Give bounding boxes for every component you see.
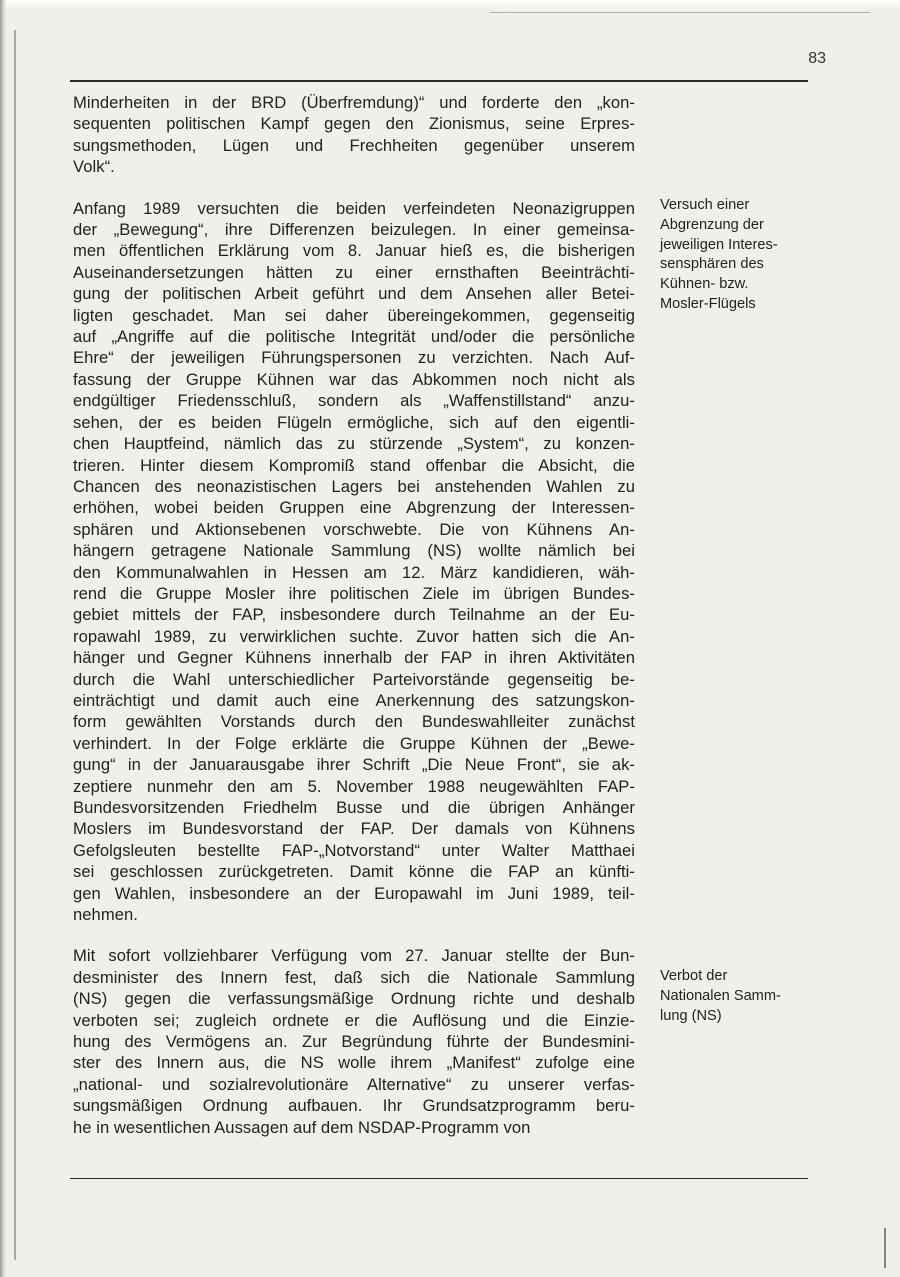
text-line: sphären und Aktionsebenen vorschwebte. Die von Kühnens An- bbox=[73, 519, 635, 539]
margin-note-line: Abgrenzung der bbox=[660, 216, 764, 233]
binding-shadow-line bbox=[14, 30, 16, 1260]
text-line: auf „Angriffe auf die politische Integrität und/oder die persönliche bbox=[73, 327, 635, 347]
text-line: nehmen. bbox=[73, 905, 138, 925]
text-line: zeptiere nunmehr den am 5. November 1988 neugewählten FAP- bbox=[73, 776, 635, 796]
scan-top-edge bbox=[0, 0, 900, 10]
text-line: verhindert. In der Folge erklärte die Gruppe Kühnen der „Bewe- bbox=[73, 733, 635, 753]
text-line: sungsmäßigen Ordnung aufbauen. Ihr Grundsatzprogramm beru- bbox=[73, 1096, 635, 1116]
margin-note-line: sensphären des bbox=[660, 256, 764, 273]
margin-note-line: lung (NS) bbox=[660, 1007, 722, 1024]
paragraph bbox=[73, 198, 635, 926]
text-line: (NS) gegen die verfassungsmäßige Ordnung richte und deshalb bbox=[73, 989, 635, 1009]
text-line: sei geschlossen zurückgetreten. Damit könne die FAP an künfti- bbox=[73, 862, 635, 882]
text-line: form gewählten Vorstands durch den Bundeswahlleiter zunächst bbox=[73, 712, 635, 732]
text-line: Volk“. bbox=[73, 157, 115, 177]
text-line: gen Wahlen, insbesondere an der Europawahl im Juni 1989, teil- bbox=[73, 883, 635, 903]
text-line: Bundesvorsitzenden Friedhelm Busse und die übrigen Anhänger bbox=[73, 798, 635, 817]
text-line: Ehre“ der jeweiligen Führungspersonen zu verzichten. Nach Auf- bbox=[73, 348, 635, 368]
scan-left-edge bbox=[0, 0, 6, 1277]
text-line: trieren. Hinter diesem Kompromiß stand offenbar die Absicht, die bbox=[73, 455, 635, 475]
margin-note-line: Versuch einer bbox=[660, 197, 750, 213]
text-line: Auseinandersetzungen hätten zu einer ernsthaften Beeinträchti- bbox=[73, 262, 635, 282]
text-line: endgültiger Friedensschluß, sondern als „Waffenstillstand“ anzu- bbox=[73, 391, 635, 411]
text-line: sungsmethoden, Lügen und Frechheiten gegenüber unserem bbox=[73, 135, 635, 155]
text-line: sequenten politischen Kampf gegen den Zionismus, seine Erpres- bbox=[73, 114, 635, 134]
text-line: der „Bewegung“, ihre Differenzen beizulegen. In einer gemeinsa- bbox=[73, 220, 635, 240]
text-line: gebiet mittels der FAP, insbesondere durch Teilnahme an der Eu- bbox=[73, 605, 635, 625]
text-line: ster des Innern aus, die NS wolle ihrem „Manifest“ zufolge eine bbox=[73, 1053, 635, 1073]
margin-note-line: jeweiligen Interes- bbox=[660, 236, 778, 253]
footer-rule bbox=[70, 1178, 808, 1179]
text-line: rend die Gruppe Mosler ihre politischen Ziele im übrigen Bundes- bbox=[73, 583, 635, 603]
text-line: gung der politischen Arbeit geführt und dem Ansehen aller Betei- bbox=[73, 284, 635, 304]
page-number: 83 bbox=[808, 50, 826, 67]
scan-right-mark bbox=[884, 1228, 886, 1268]
text-line: Anfang 1989 versuchten die beiden verfeindeten Neonazigruppen bbox=[73, 198, 635, 218]
text-line: hung des Vermögens an. Zur Begründung führte der Bundesmini- bbox=[73, 1032, 635, 1052]
margin-note-verbot bbox=[660, 967, 810, 1026]
text-line: he in wesentlichen Aussagen auf dem NSDAP-Programm von bbox=[73, 1117, 531, 1137]
text-line: einträchtigt und damit auch eine Anerkennung des satzungskon- bbox=[73, 690, 635, 710]
paragraph-gap bbox=[73, 178, 635, 198]
text-line: sehen, der es beiden Flügeln ermögliche, sich auf den eigentli- bbox=[73, 412, 635, 432]
text-line: erhöhen, wobei beiden Gruppen eine Abgrenzung der Interessen- bbox=[73, 498, 635, 518]
margin-note-abgrenzung bbox=[660, 196, 810, 315]
text-line: men öffentlichen Erklärung vom 8. Januar hieß es, die bisherigen bbox=[73, 241, 635, 261]
scan-top-line bbox=[490, 12, 870, 13]
margin-note-line: Mosler-Flügels bbox=[660, 295, 756, 312]
text-line: ropawahl 1989, zu verwirklichen suchte. Zuvor hatten sich die An- bbox=[73, 626, 635, 646]
text-line: „national- und sozialrevolutionäre Alternative“ zu unserer verfas- bbox=[73, 1074, 635, 1094]
text-line: Moslers im Bundesvorstand der FAP. Der damals von Kühnens bbox=[73, 819, 635, 839]
text-line: Chancen des neonazistischen Lagers bei anstehenden Wahlen zu bbox=[73, 476, 635, 496]
text-line: gung“ in der Januarausgabe ihrer Schrift „Die Neue Front“, sie ak- bbox=[73, 755, 635, 775]
margin-note-line: Verbot der bbox=[660, 968, 728, 984]
text-line: Mit sofort vollziehbarer Verfügung vom 27. Januar stellte der Bun- bbox=[73, 946, 635, 966]
paragraph-gap bbox=[73, 925, 635, 945]
text-line: chen Hauptfeind, nämlich das zu stürzende „System“, zu konzen- bbox=[73, 434, 635, 454]
text-line: fassung der Gruppe Kühnen war das Abkommen noch nicht als bbox=[73, 369, 635, 389]
text-line: verboten sei; zugleich ordnete er die Auflösung und die Einzie- bbox=[73, 1010, 635, 1030]
paragraph bbox=[73, 945, 635, 1138]
header-rule bbox=[70, 80, 808, 82]
text-line: Minderheiten in der BRD (Überfremdung)“ und forderte den „kon- bbox=[73, 93, 635, 112]
text-line: hänger und Gegner Kühnens innerhalb der FAP in ihren Aktivitäten bbox=[73, 648, 635, 668]
text-line: den Kommunalwahlen in Hessen am 12. März kandidieren, wäh- bbox=[73, 562, 635, 582]
main-text-column bbox=[73, 92, 635, 1138]
text-line: desminister des Innern fest, daß sich die Nationale Sammlung bbox=[73, 967, 635, 987]
paragraph bbox=[73, 92, 635, 178]
margin-note-line: Nationalen Samm- bbox=[660, 987, 781, 1004]
margin-note-line: Kühnen- bzw. bbox=[660, 276, 749, 293]
text-line: hängern getragene Nationale Sammlung (NS) wollte nämlich bei bbox=[73, 541, 635, 561]
text-line: ligten geschadet. Man sei daher übereingekommen, gegenseitig bbox=[73, 305, 635, 325]
text-line: Gefolgsleuten bestellte FAP-„Notvorstand“ unter Walter Matthaei bbox=[73, 840, 635, 860]
text-line: durch die Wahl unterschiedlicher Parteivorstände gegenseitig be- bbox=[73, 669, 635, 689]
